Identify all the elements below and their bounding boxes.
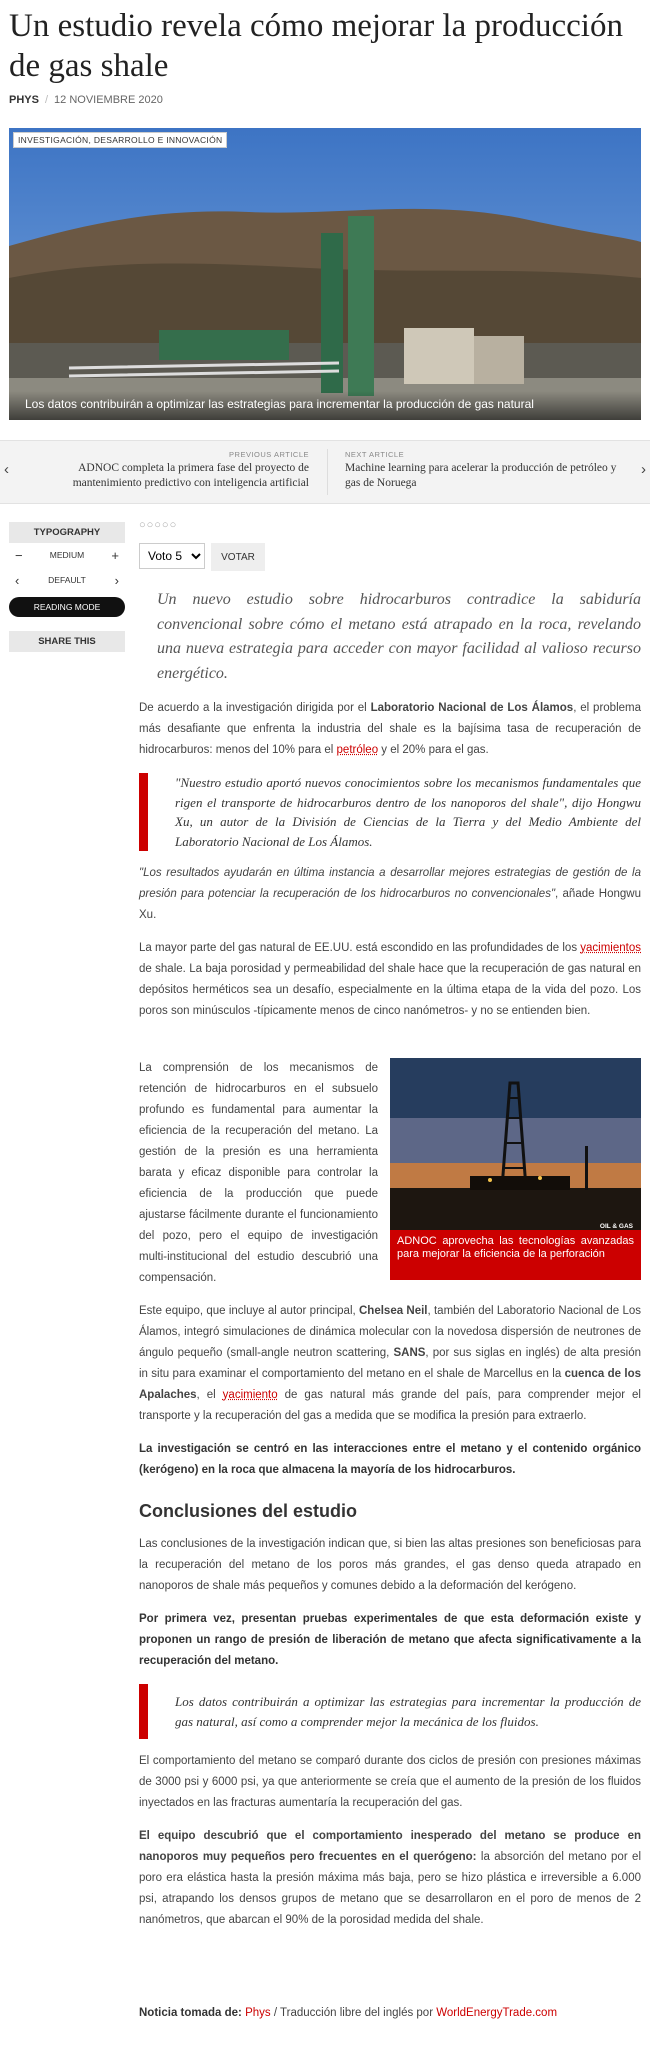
paragraph <box>139 1301 641 1427</box>
next-article-title[interactable]: Machine learning para acelerar la producción de petróleo y gas de Noruega <box>345 462 617 489</box>
hero-image <box>9 128 641 420</box>
decrease-size-button[interactable]: − <box>15 548 23 563</box>
phys-link[interactable]: Phys <box>245 2007 271 2019</box>
source-label: Noticia tomada de: <box>139 2007 242 2019</box>
paragraph <box>139 698 641 761</box>
text: la absorción del metano por el poro era elástica hasta la presión máxima más baja, pero se hizo plástica e irreversible a 6.000 psi, atrapando los densos grupos de metano que se desarrollaron en el poro de menos de 2 nanómetros, que abarcan el 90% de la porosidad medida del shale. <box>139 1851 642 1926</box>
inline-image-caption[interactable]: ADNOC aprovecha las tecnologías avanzadas para mejorar la eficiencia de la perforación <box>390 1230 641 1280</box>
font-size-control <box>9 543 125 568</box>
yacimiento-link[interactable]: yacimiento <box>222 1389 278 1401</box>
blockquote <box>139 773 641 851</box>
previous-article-link[interactable] <box>14 450 309 491</box>
article-source[interactable]: PHYS <box>9 94 39 106</box>
text-strong: El equipo descubrió que el comportamiento inesperado del metano se produce en nanoporos muy pequeños pero frecuentes en el querógeno: <box>139 1830 641 1863</box>
text: de shale. La baja porosidad y permeabilidad del shale hace que la recuperación de gas natural en depósitos herméticos sea un desafío, especialmente en la última etapa de la vida del pozo. Los poros son minúsculos -típicamente menos de cinco nanómetros- y no se entienden bien. <box>139 963 641 1017</box>
font-family-value: DEFAULT <box>48 575 86 585</box>
text-strong: Chelsea Neil <box>359 1305 428 1317</box>
article-navigation <box>0 440 650 504</box>
paragraph <box>139 1826 641 1931</box>
typography-sidebar <box>9 522 125 652</box>
next-article-label: NEXT ARTICLE <box>345 450 405 459</box>
worldenergytrade-link[interactable]: WorldEnergyTrade.com <box>436 2007 558 2019</box>
yacimientos-link[interactable]: yacimientos <box>580 942 641 954</box>
typography-heading: TYPOGRAPHY <box>9 522 125 543</box>
section-heading: Conclusiones del estudio <box>139 1501 358 1521</box>
drilling-rig-photo <box>390 1058 641 1230</box>
nav-divider <box>327 449 328 495</box>
article-source-footer <box>139 2007 557 2019</box>
share-button[interactable]: SHARE THIS <box>9 631 125 652</box>
article-date: 12 NOVIEMBRE 2020 <box>54 94 163 106</box>
image-category-tag[interactable]: OIL & GAS <box>599 1223 633 1230</box>
paragraph <box>139 938 641 1022</box>
next-font-button[interactable]: › <box>114 573 119 588</box>
text: y el 20% para el gas. <box>378 744 489 756</box>
previous-font-button[interactable]: ‹ <box>15 573 20 588</box>
text-strong: cuenca de los Apalaches <box>139 1368 642 1401</box>
increase-size-button[interactable]: + <box>111 548 119 563</box>
text: , el <box>196 1389 223 1401</box>
hero-caption: Los datos contribuirán a optimizar las estrategias para incrementar la producción de gas natural <box>9 391 641 420</box>
text-strong: Laboratorio Nacional de Los Álamos <box>370 702 574 714</box>
quote-bar <box>139 773 148 851</box>
chevron-right-icon[interactable]: › <box>641 461 646 478</box>
quote-text: Los datos contribuirán a optimizar las estrategias para incrementar la producción de gas natural, así como a comprender mejor la mecánica de los fluidos. <box>175 1694 641 1729</box>
petroleo-link[interactable]: petróleo <box>336 744 379 756</box>
font-size-value: MEDIUM <box>49 550 85 560</box>
rating-stars[interactable]: ○○○○○ <box>139 519 178 531</box>
article-meta <box>9 94 163 106</box>
paragraph: Las conclusiones de la investigación indican que, si bien las altas presiones son beneficiosas para la recuperación del metano de los poros más grandes, el gas denso queda atrapado en nanoporos de shale más pequeños y comunes debido a la deformación del kerógeno. <box>139 1538 641 1592</box>
rating-widget <box>139 519 255 563</box>
previous-article-title[interactable]: ADNOC completa la primera fase del proyecto de mantenimiento predictivo con inteligencia artificial <box>72 462 309 489</box>
text: De acuerdo a la investigación dirigida por el <box>139 702 371 714</box>
font-family-control <box>9 568 125 593</box>
vote-select[interactable] <box>139 543 205 569</box>
text: , añade Hongwu Xu. <box>139 888 641 921</box>
paragraph-bold: Por primera vez, presentan pruebas experimentales de que esta deformación existe y proponen un rango de presión de liberación de metano que afecta significativamente a la recuperación del metano. <box>139 1613 641 1667</box>
article-lead: Un nuevo estudio sobre hidrocarburos contradice la sabiduría convencional sobre cómo el metano está atrapado en la roca, revelando una nueva estrategia para acceder con mayor facilidad al valioso recurso energético. <box>157 591 641 682</box>
meta-separator: / <box>44 94 49 106</box>
previous-article-label: PREVIOUS ARTICLE <box>229 450 309 459</box>
source-text: / Traducción libre del inglés por <box>270 2007 437 2019</box>
vote-button[interactable]: VOTAR <box>211 543 265 571</box>
chevron-left-icon[interactable]: ‹ <box>4 461 9 478</box>
quote-bar <box>139 1684 148 1739</box>
paragraph: El comportamiento del metano se comparó durante dos ciclos de presión con presiones máximas de 3000 psi y 6000 psi, ya que anteriormente se creía que el aumento de la presión de los fluidos inyectados en las fracturas aumentaría la recuperación del gas. <box>139 1755 641 1809</box>
text: , el problema más desafiante que enfrenta la industria del shale es la bajísima tasa de recuperación de hidrocarburos: menos del 10% para el <box>139 702 641 756</box>
text: de gas natural más grande del país, para comprender mejor el transporte y la recuperación del gas a medida que se modifica la presión para extraerlo. <box>139 1389 641 1422</box>
blockquote <box>139 1684 641 1739</box>
text-italic: "Los resultados ayudarán en última instancia a desarrollar mejores estrategias de gestión de la presión para potenciar la recuperación de los hidrocarburos no convencionales" <box>139 867 641 900</box>
reading-mode-button[interactable]: READING MODE <box>9 597 125 617</box>
paragraph: La comprensión de los mecanismos de retención de hidrocarburos en el subsuelo profundo es fundamental para aumentar la eficiencia de la recuperación del metano. La gestión de la presión es una herramienta barata y eficaz disponible para controlar la eficiencia de la producción que puede ajustarse fácilmente durante el funcionamiento del pozo, pero el equipo de investigación multi-institucional del estudio descubrió una compensación. <box>139 1062 378 1284</box>
hero-photo <box>9 128 641 420</box>
paragraph <box>139 863 641 926</box>
paragraph-bold: La investigación se centró en las interacciones entre el metano y el contenido orgánico (kerógeno) en la roca que almacena la mayoría de los hidrocarburos. <box>139 1443 641 1476</box>
next-article-link[interactable] <box>345 450 630 491</box>
text: , también del Laboratorio Nacional de Los Álamos, integró simulaciones de dinámica molecular con la novedosa dispersión de neutrones de ángulo pequeño (small-angle neutron scattering, <box>139 1305 641 1359</box>
inline-article-image[interactable] <box>390 1058 641 1280</box>
article-body <box>139 588 641 1943</box>
text: La mayor parte del gas natural de EE.UU. está escondido en las profundidades de los <box>139 942 581 954</box>
image-section <box>139 1058 641 1289</box>
category-tag[interactable]: INVESTIGACIÓN, DESARROLLO E INNOVACIÓN <box>13 132 227 148</box>
text: , por sus siglas en inglés) de alta presión in situ para examinar el comportamiento del metano en el shale de Marcellus en la <box>139 1347 641 1380</box>
text: Este equipo, que incluye al autor principal, <box>139 1305 359 1317</box>
quote-text: "Nuestro estudio aportó nuevos conocimientos sobre los mecanismos fundamentales que rigen el transporte de hidrocarburos dentro de los nanoporos del shale", dijo Hongwu Xu, un autor de la División de Ciencias de la Tierra y del Medio Ambiente del Laboratorio Nacional de Los Álamos. <box>175 775 641 849</box>
article-title: Un estudio revela cómo mejorar la producción de gas shale <box>9 8 623 84</box>
text-strong: SANS <box>393 1347 426 1359</box>
